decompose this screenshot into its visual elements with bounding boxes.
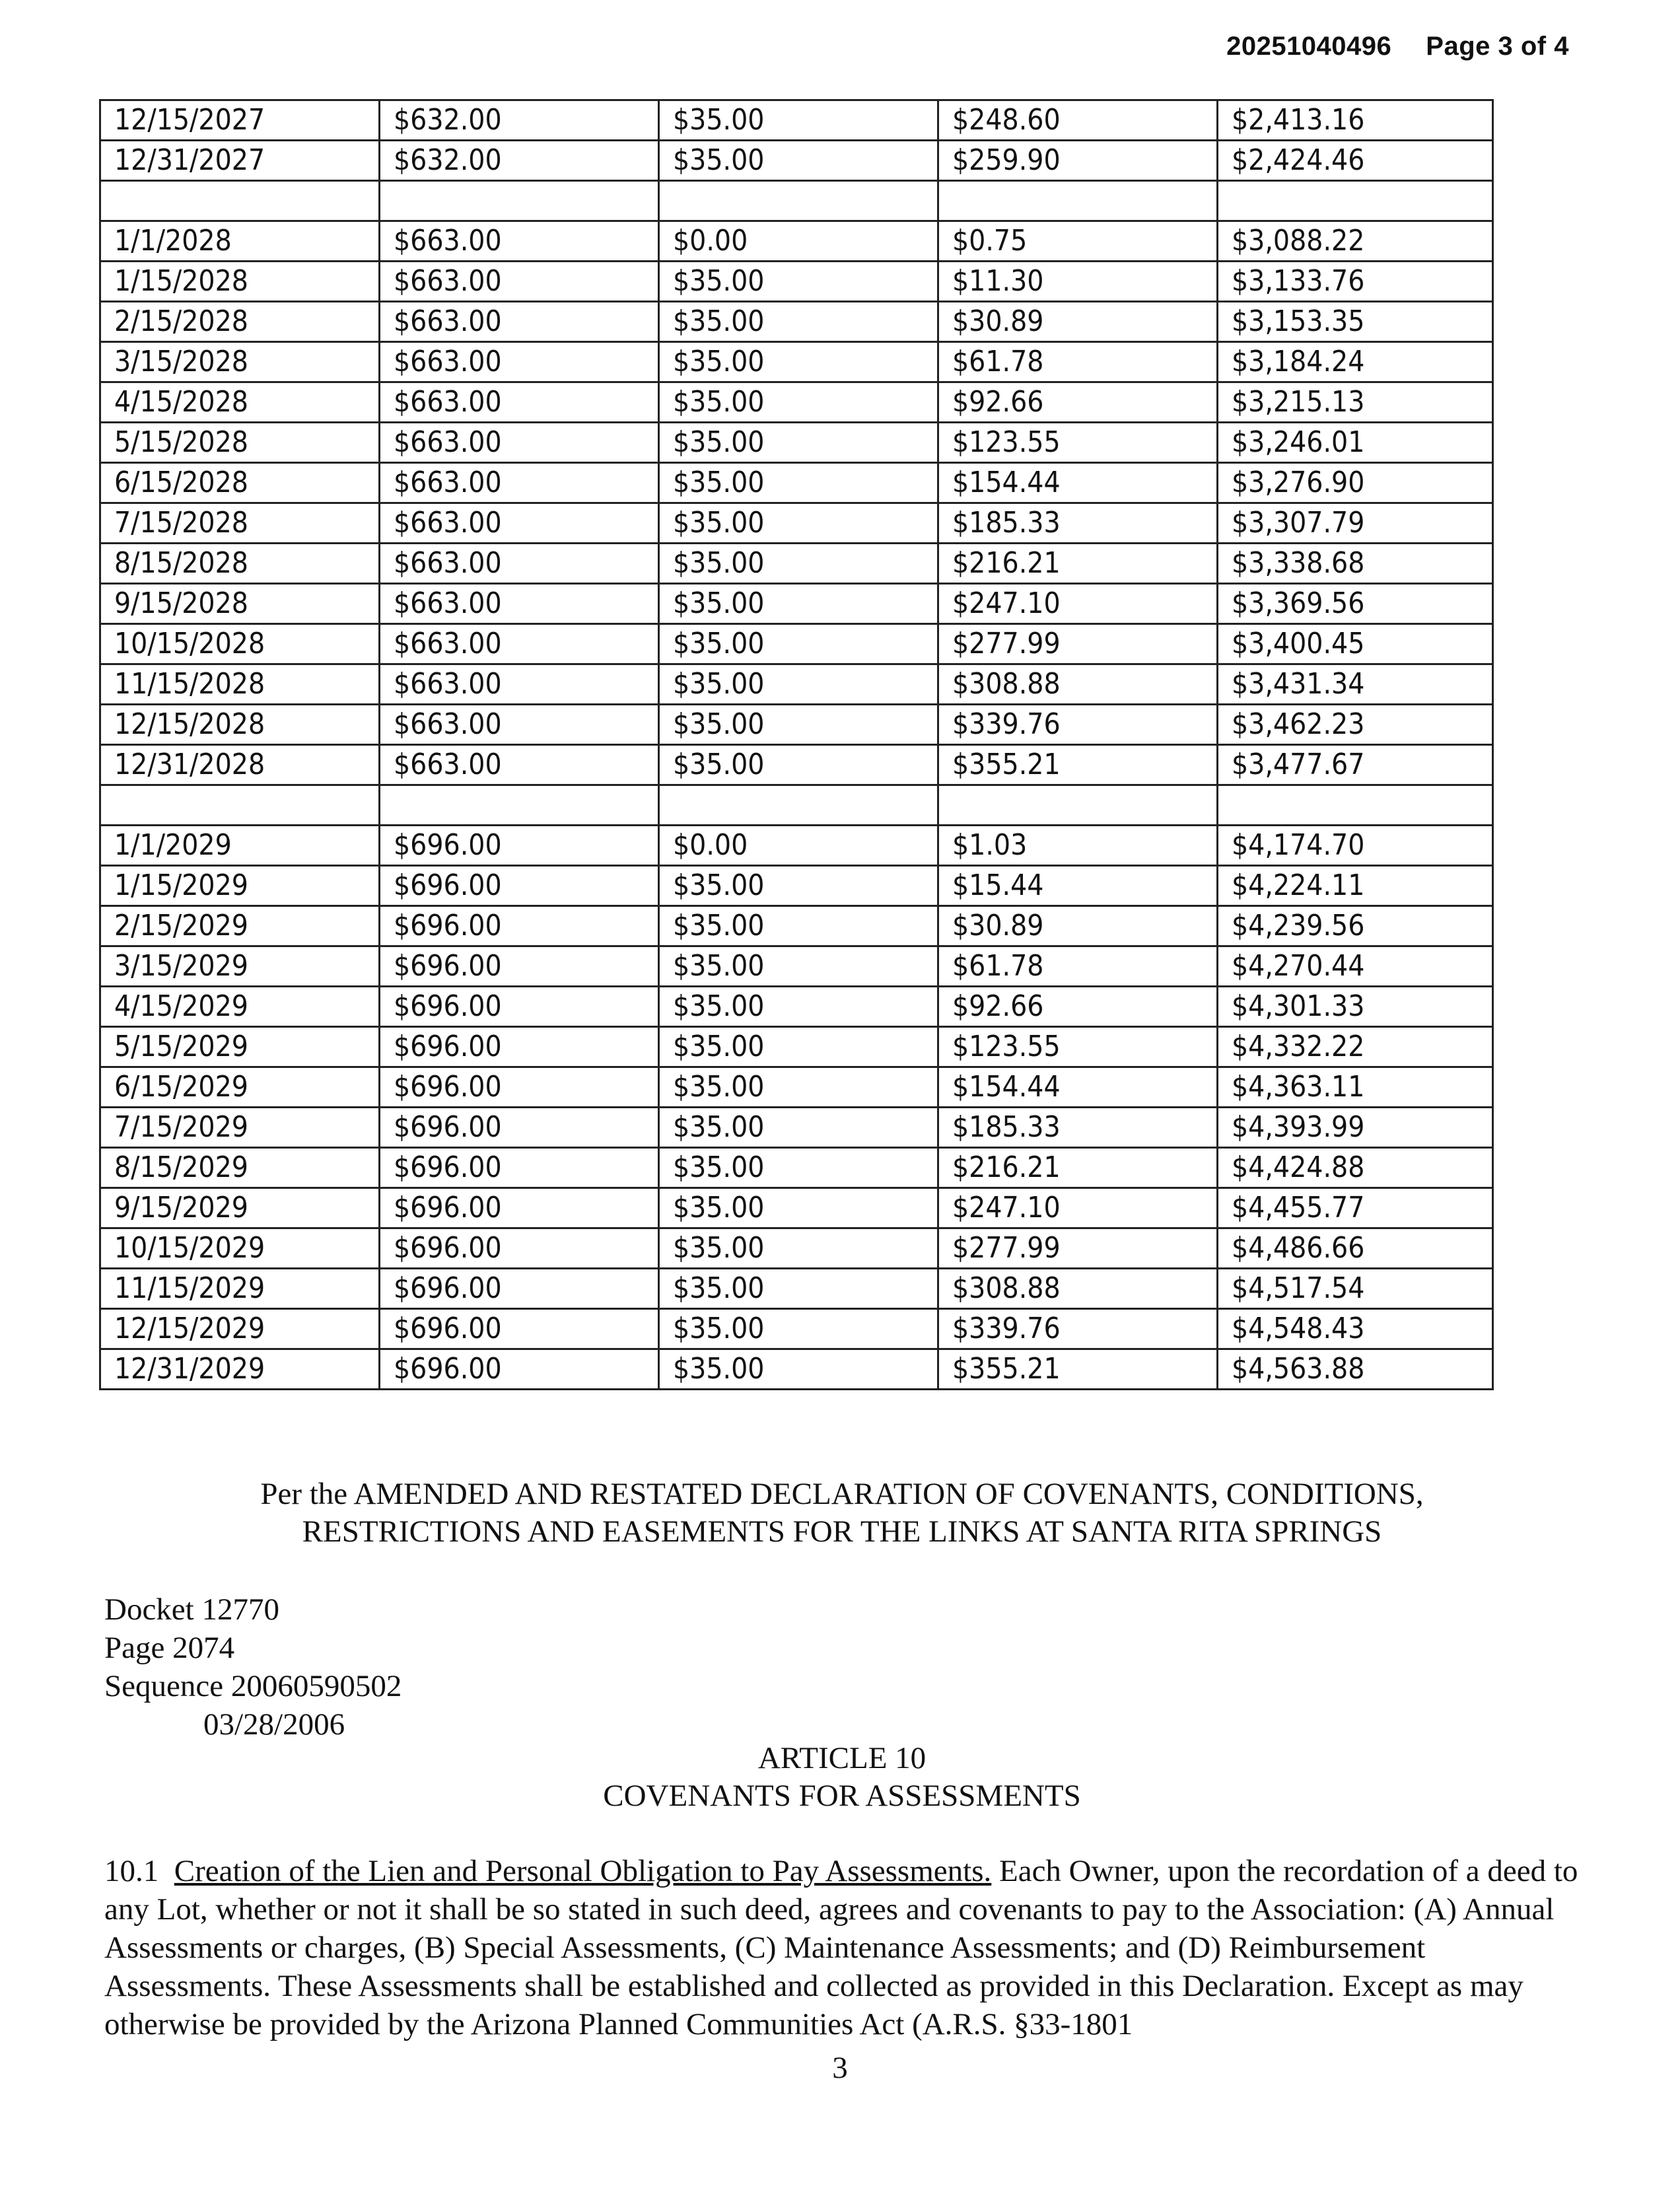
declaration-reference	[99, 1475, 1585, 1551]
table-cell: $154.44	[938, 1067, 1218, 1108]
table-row	[100, 1309, 1493, 1349]
table-cell: $696.00	[380, 906, 659, 946]
table-cell: $35.00	[659, 1269, 938, 1309]
table-cell: 12/31/2027	[100, 141, 380, 181]
declaration-line-1: Per the AMENDED AND RESTATED DECLARATION OF COVENANTS, CONDITIONS,	[260, 1477, 1424, 1511]
table-cell: $696.00	[380, 987, 659, 1027]
table-row	[100, 1027, 1493, 1067]
table-cell: 12/15/2027	[100, 100, 380, 141]
table-cell: $663.00	[380, 262, 659, 302]
table-cell: $277.99	[938, 624, 1218, 664]
table-cell: $216.21	[938, 1148, 1218, 1188]
table-cell: $35.00	[659, 100, 938, 141]
table-cell: $4,393.99	[1218, 1108, 1493, 1148]
table-cell: $35.00	[659, 1027, 938, 1067]
table-cell: $3,338.68	[1218, 544, 1493, 584]
table-cell: $4,301.33	[1218, 987, 1493, 1027]
table-cell: 4/15/2029	[100, 987, 380, 1027]
table-cell: 12/15/2029	[100, 1309, 380, 1349]
table-cell: 6/15/2029	[100, 1067, 380, 1108]
table-cell: $3,153.35	[1218, 302, 1493, 342]
table-cell: $663.00	[380, 302, 659, 342]
table-row	[100, 1188, 1493, 1228]
table-cell: 2/15/2029	[100, 906, 380, 946]
table-row	[100, 705, 1493, 745]
table-cell: $663.00	[380, 221, 659, 262]
table-cell: $696.00	[380, 826, 659, 866]
table-cell	[1218, 785, 1493, 826]
table-cell: 2/15/2028	[100, 302, 380, 342]
table-row	[100, 302, 1493, 342]
document-number: 20251040496	[1226, 32, 1392, 61]
table-row	[100, 221, 1493, 262]
section-10-1	[104, 1852, 1584, 2043]
table-cell: $663.00	[380, 745, 659, 785]
table-cell: $123.55	[938, 423, 1218, 463]
table-cell: $35.00	[659, 1349, 938, 1390]
article-heading	[99, 1740, 1585, 1815]
table-cell: 1/15/2029	[100, 866, 380, 906]
table-cell: $35.00	[659, 1067, 938, 1108]
table-row	[100, 826, 1493, 866]
table-cell: $0.00	[659, 826, 938, 866]
table-cell: $35.00	[659, 745, 938, 785]
table-cell: 8/15/2029	[100, 1148, 380, 1188]
table-row	[100, 1067, 1493, 1108]
table-cell: $4,270.44	[1218, 946, 1493, 987]
table-cell: $30.89	[938, 302, 1218, 342]
table-cell: $3,400.45	[1218, 624, 1493, 664]
table-row	[100, 382, 1493, 423]
table-cell: $15.44	[938, 866, 1218, 906]
table-cell: $35.00	[659, 262, 938, 302]
table-cell: 10/15/2029	[100, 1228, 380, 1269]
section-number: 10.1	[104, 1854, 159, 1888]
table-cell: $35.00	[659, 664, 938, 705]
table-cell: 12/31/2028	[100, 745, 380, 785]
table-cell: $4,174.70	[1218, 826, 1493, 866]
table-cell: $35.00	[659, 302, 938, 342]
table-cell: 12/15/2028	[100, 705, 380, 745]
table-row	[100, 946, 1493, 987]
table-row	[100, 1148, 1493, 1188]
table-row	[100, 624, 1493, 664]
table-cell: $3,462.23	[1218, 705, 1493, 745]
table-row	[100, 463, 1493, 503]
table-spacer-row	[100, 785, 1493, 826]
table-row	[100, 987, 1493, 1027]
table-cell: $35.00	[659, 423, 938, 463]
table-cell: $35.00	[659, 1309, 938, 1349]
table-cell: $355.21	[938, 745, 1218, 785]
table-cell: $4,424.88	[1218, 1148, 1493, 1188]
table-cell: $247.10	[938, 1188, 1218, 1228]
table-cell: $663.00	[380, 342, 659, 382]
table-row	[100, 664, 1493, 705]
table-cell: $35.00	[659, 946, 938, 987]
table-cell: $35.00	[659, 705, 938, 745]
table-cell: $35.00	[659, 1108, 938, 1148]
table-cell: $185.33	[938, 503, 1218, 544]
table-cell: 4/15/2028	[100, 382, 380, 423]
table-cell: $3,133.76	[1218, 262, 1493, 302]
table-cell: $696.00	[380, 1269, 659, 1309]
table-cell: $3,307.79	[1218, 503, 1493, 544]
table-row	[100, 262, 1493, 302]
table-cell: 7/15/2029	[100, 1108, 380, 1148]
table-cell: $663.00	[380, 423, 659, 463]
table-cell: $3,369.56	[1218, 584, 1493, 624]
table-cell: 11/15/2028	[100, 664, 380, 705]
table-cell: 1/1/2029	[100, 826, 380, 866]
table-cell: $696.00	[380, 1108, 659, 1148]
table-cell: $663.00	[380, 544, 659, 584]
table-row	[100, 544, 1493, 584]
table-cell	[1218, 181, 1493, 221]
table-row	[100, 584, 1493, 624]
table-row	[100, 141, 1493, 181]
table-cell: $632.00	[380, 141, 659, 181]
recording-info	[104, 1590, 402, 1744]
table-cell: $696.00	[380, 1188, 659, 1228]
table-cell: $4,224.11	[1218, 866, 1493, 906]
table-cell	[380, 181, 659, 221]
table-cell: $123.55	[938, 1027, 1218, 1067]
table-cell: $4,363.11	[1218, 1067, 1493, 1108]
table-cell: $35.00	[659, 1228, 938, 1269]
table-cell	[938, 785, 1218, 826]
table-cell: $3,431.34	[1218, 664, 1493, 705]
table-cell: $663.00	[380, 503, 659, 544]
table-cell: $0.75	[938, 221, 1218, 262]
table-cell: $308.88	[938, 1269, 1218, 1309]
table-row	[100, 1269, 1493, 1309]
table-cell: $696.00	[380, 1228, 659, 1269]
table-cell	[380, 785, 659, 826]
table-cell: $1.03	[938, 826, 1218, 866]
table-cell: $696.00	[380, 1309, 659, 1349]
table-cell: $355.21	[938, 1349, 1218, 1390]
table-cell: $216.21	[938, 544, 1218, 584]
table-cell: 10/15/2028	[100, 624, 380, 664]
table-cell: $696.00	[380, 1067, 659, 1108]
table-cell: $4,548.43	[1218, 1309, 1493, 1349]
table-cell: $277.99	[938, 1228, 1218, 1269]
table-cell: $35.00	[659, 624, 938, 664]
table-cell: 12/31/2029	[100, 1349, 380, 1390]
table-row	[100, 866, 1493, 906]
table-cell: $3,088.22	[1218, 221, 1493, 262]
table-cell: $696.00	[380, 1349, 659, 1390]
table-cell: $663.00	[380, 382, 659, 423]
docket-page: Page 2074	[104, 1631, 235, 1665]
table-row	[100, 1228, 1493, 1269]
sequence-number: Sequence 20060590502	[104, 1669, 402, 1703]
page-number: 3	[832, 2051, 848, 2085]
table-cell: 3/15/2029	[100, 946, 380, 987]
table-cell: $4,455.77	[1218, 1188, 1493, 1228]
table-row	[100, 1108, 1493, 1148]
table-cell: $35.00	[659, 987, 938, 1027]
table-cell: $35.00	[659, 1188, 938, 1228]
table-cell: $4,563.88	[1218, 1349, 1493, 1390]
table-cell: $154.44	[938, 463, 1218, 503]
table-cell: $35.00	[659, 866, 938, 906]
table-cell: $11.30	[938, 262, 1218, 302]
table-row	[100, 503, 1493, 544]
table-cell: $696.00	[380, 1148, 659, 1188]
table-cell: $0.00	[659, 221, 938, 262]
table-cell: $3,215.13	[1218, 382, 1493, 423]
table-cell: $248.60	[938, 100, 1218, 141]
table-cell: $2,413.16	[1218, 100, 1493, 141]
table-cell: $35.00	[659, 141, 938, 181]
table-cell: $696.00	[380, 946, 659, 987]
table-row	[100, 342, 1493, 382]
assessment-schedule-table	[99, 99, 1494, 1390]
table-cell: $2,424.46	[1218, 141, 1493, 181]
table-cell: $61.78	[938, 946, 1218, 987]
table-cell: 9/15/2029	[100, 1188, 380, 1228]
table-cell	[659, 181, 938, 221]
table-cell: 8/15/2028	[100, 544, 380, 584]
table-cell: $35.00	[659, 503, 938, 544]
table-cell: 5/15/2029	[100, 1027, 380, 1067]
table-row	[100, 1349, 1493, 1390]
table-cell: $259.90	[938, 141, 1218, 181]
table-cell: $92.66	[938, 382, 1218, 423]
table-cell: 9/15/2028	[100, 584, 380, 624]
section-body: Each Owner, upon the recordation of a deed to any Lot, whether or not it shall be so stated in such deed, agrees and covenants to pay to the Association: (A) Annual Assessments or charges, (B) Special Assessments, (C) Maintenance Assessments; and (D) Reimbursement Assessments. These Assessments shall be established and collected as provided in this Declaration. Except as may otherwise be provided by the Arizona Planned Communities Act (A.R.S. §33-1801	[104, 1854, 1578, 2041]
table-cell	[100, 785, 380, 826]
page-label: Page 3 of 4	[1426, 32, 1569, 61]
table-cell: $35.00	[659, 584, 938, 624]
table-cell: $4,332.22	[1218, 1027, 1493, 1067]
page-header	[1226, 32, 1569, 61]
article-number: ARTICLE 10	[757, 1741, 927, 1775]
table-cell: 6/15/2028	[100, 463, 380, 503]
docket-number: Docket 12770	[104, 1592, 279, 1627]
table-spacer-row	[100, 181, 1493, 221]
table-cell: $35.00	[659, 382, 938, 423]
table-cell: $663.00	[380, 705, 659, 745]
table-cell: $339.76	[938, 705, 1218, 745]
table-cell: $3,276.90	[1218, 463, 1493, 503]
table-cell: $35.00	[659, 906, 938, 946]
table-row	[100, 100, 1493, 141]
table-cell: $92.66	[938, 987, 1218, 1027]
table-cell: $247.10	[938, 584, 1218, 624]
table-cell: 1/1/2028	[100, 221, 380, 262]
table-cell	[100, 181, 380, 221]
table-cell: $61.78	[938, 342, 1218, 382]
table-cell: $4,239.56	[1218, 906, 1493, 946]
table-row	[100, 906, 1493, 946]
table-cell: 3/15/2028	[100, 342, 380, 382]
table-cell: $663.00	[380, 664, 659, 705]
table-cell: 7/15/2028	[100, 503, 380, 544]
table-cell: 5/15/2028	[100, 423, 380, 463]
table-cell: $663.00	[380, 624, 659, 664]
table-cell: $3,477.67	[1218, 745, 1493, 785]
table-row	[100, 423, 1493, 463]
table-cell: $663.00	[380, 463, 659, 503]
table-cell: $3,184.24	[1218, 342, 1493, 382]
table-cell: $30.89	[938, 906, 1218, 946]
table-cell: $4,486.66	[1218, 1228, 1493, 1269]
table-cell: $35.00	[659, 463, 938, 503]
table-cell: $696.00	[380, 1027, 659, 1067]
table-cell: $3,246.01	[1218, 423, 1493, 463]
table-cell: $4,517.54	[1218, 1269, 1493, 1309]
table-cell: $339.76	[938, 1309, 1218, 1349]
recording-date: 03/28/2006	[203, 1707, 345, 1742]
table-cell: 1/15/2028	[100, 262, 380, 302]
declaration-line-2: RESTRICTIONS AND EASEMENTS FOR THE LINKS AT SANTA RITA SPRINGS	[302, 1514, 1382, 1549]
table-cell	[938, 181, 1218, 221]
table-cell: $696.00	[380, 866, 659, 906]
table-row	[100, 745, 1493, 785]
table-cell: $632.00	[380, 100, 659, 141]
table-cell	[659, 785, 938, 826]
table-cell: $185.33	[938, 1108, 1218, 1148]
table-cell: $35.00	[659, 1148, 938, 1188]
table-cell: $663.00	[380, 584, 659, 624]
article-title: COVENANTS FOR ASSESSMENTS	[603, 1779, 1081, 1813]
table-cell: $35.00	[659, 342, 938, 382]
table-cell: $308.88	[938, 664, 1218, 705]
table-cell: 11/15/2029	[100, 1269, 380, 1309]
section-heading: Creation of the Lien and Personal Obligation to Pay Assessments.	[174, 1854, 992, 1888]
table-cell: $35.00	[659, 544, 938, 584]
